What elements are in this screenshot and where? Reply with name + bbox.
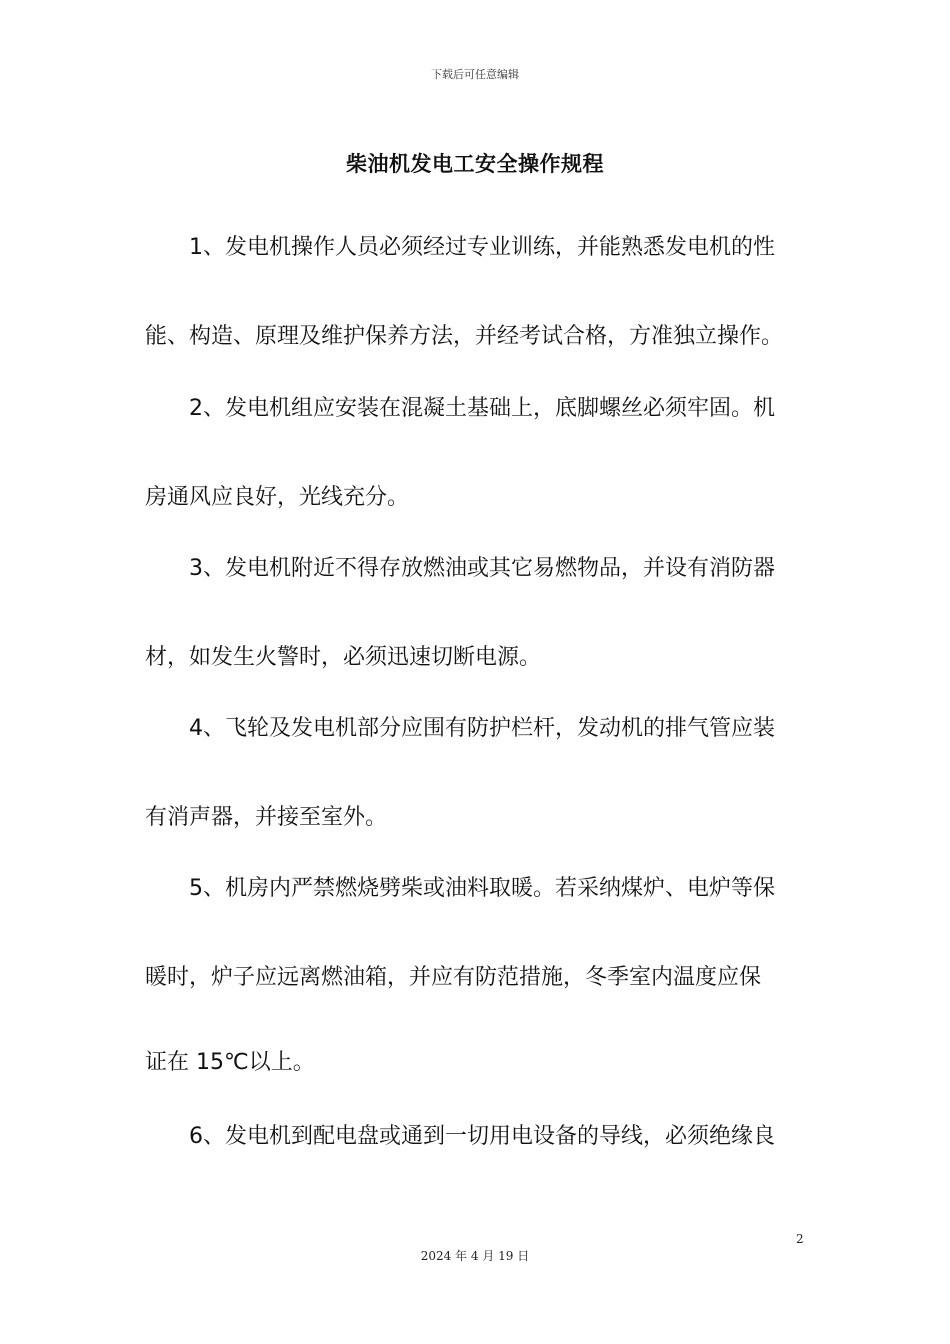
clause-1-line-1: 1、发电机操作人员必须经过专业训练，并能熟悉发电机的性: [189, 235, 775, 260]
clause-5-line-2: 暖时，炉子应远离燃油箱，并应有防范措施，冬季室内温度应保: [145, 965, 762, 990]
clause-6-line-1: 6、发电机到配电盘或通到一切用电设备的导线，必须绝缘良: [189, 1124, 775, 1149]
clause-2-line-1: 2、发电机组应安装在混凝土基础上，底脚螺丝必须牢固。机: [189, 396, 775, 421]
clause-2-line-2: 房通风应良好，光线充分。: [145, 485, 410, 510]
clause-3-line-2: 材，如发生火警时，必须迅速切断电源。: [145, 645, 542, 670]
clause-1-line-2: 能、构造、原理及维护保养方法，并经考试合格，方准独立操作。: [145, 324, 784, 349]
clause-4-line-1: 4、飞轮及发电机部分应围有防护栏杆，发动机的排气管应装: [189, 716, 775, 741]
footer-date: 2024 年 4 月 19 日: [420, 1249, 530, 1263]
clause-5-line-1: 5、机房内严禁燃烧劈柴或油料取暖。若采纳煤炉、电炉等保: [189, 876, 775, 901]
clause-5-line-3: 证在 15℃以上。: [145, 1050, 315, 1075]
clause-4-line-2: 有消声器，并接至室外。: [145, 805, 388, 830]
clause-3-line-1: 3、发电机附近不得存放燃油或其它易燃物品，并设有消防器: [189, 556, 775, 581]
document-title: 柴油机发电工安全操作规程: [346, 152, 604, 176]
page-header-note: 下载后可任意编辑: [431, 68, 519, 81]
page-number: 2: [796, 1232, 804, 1246]
